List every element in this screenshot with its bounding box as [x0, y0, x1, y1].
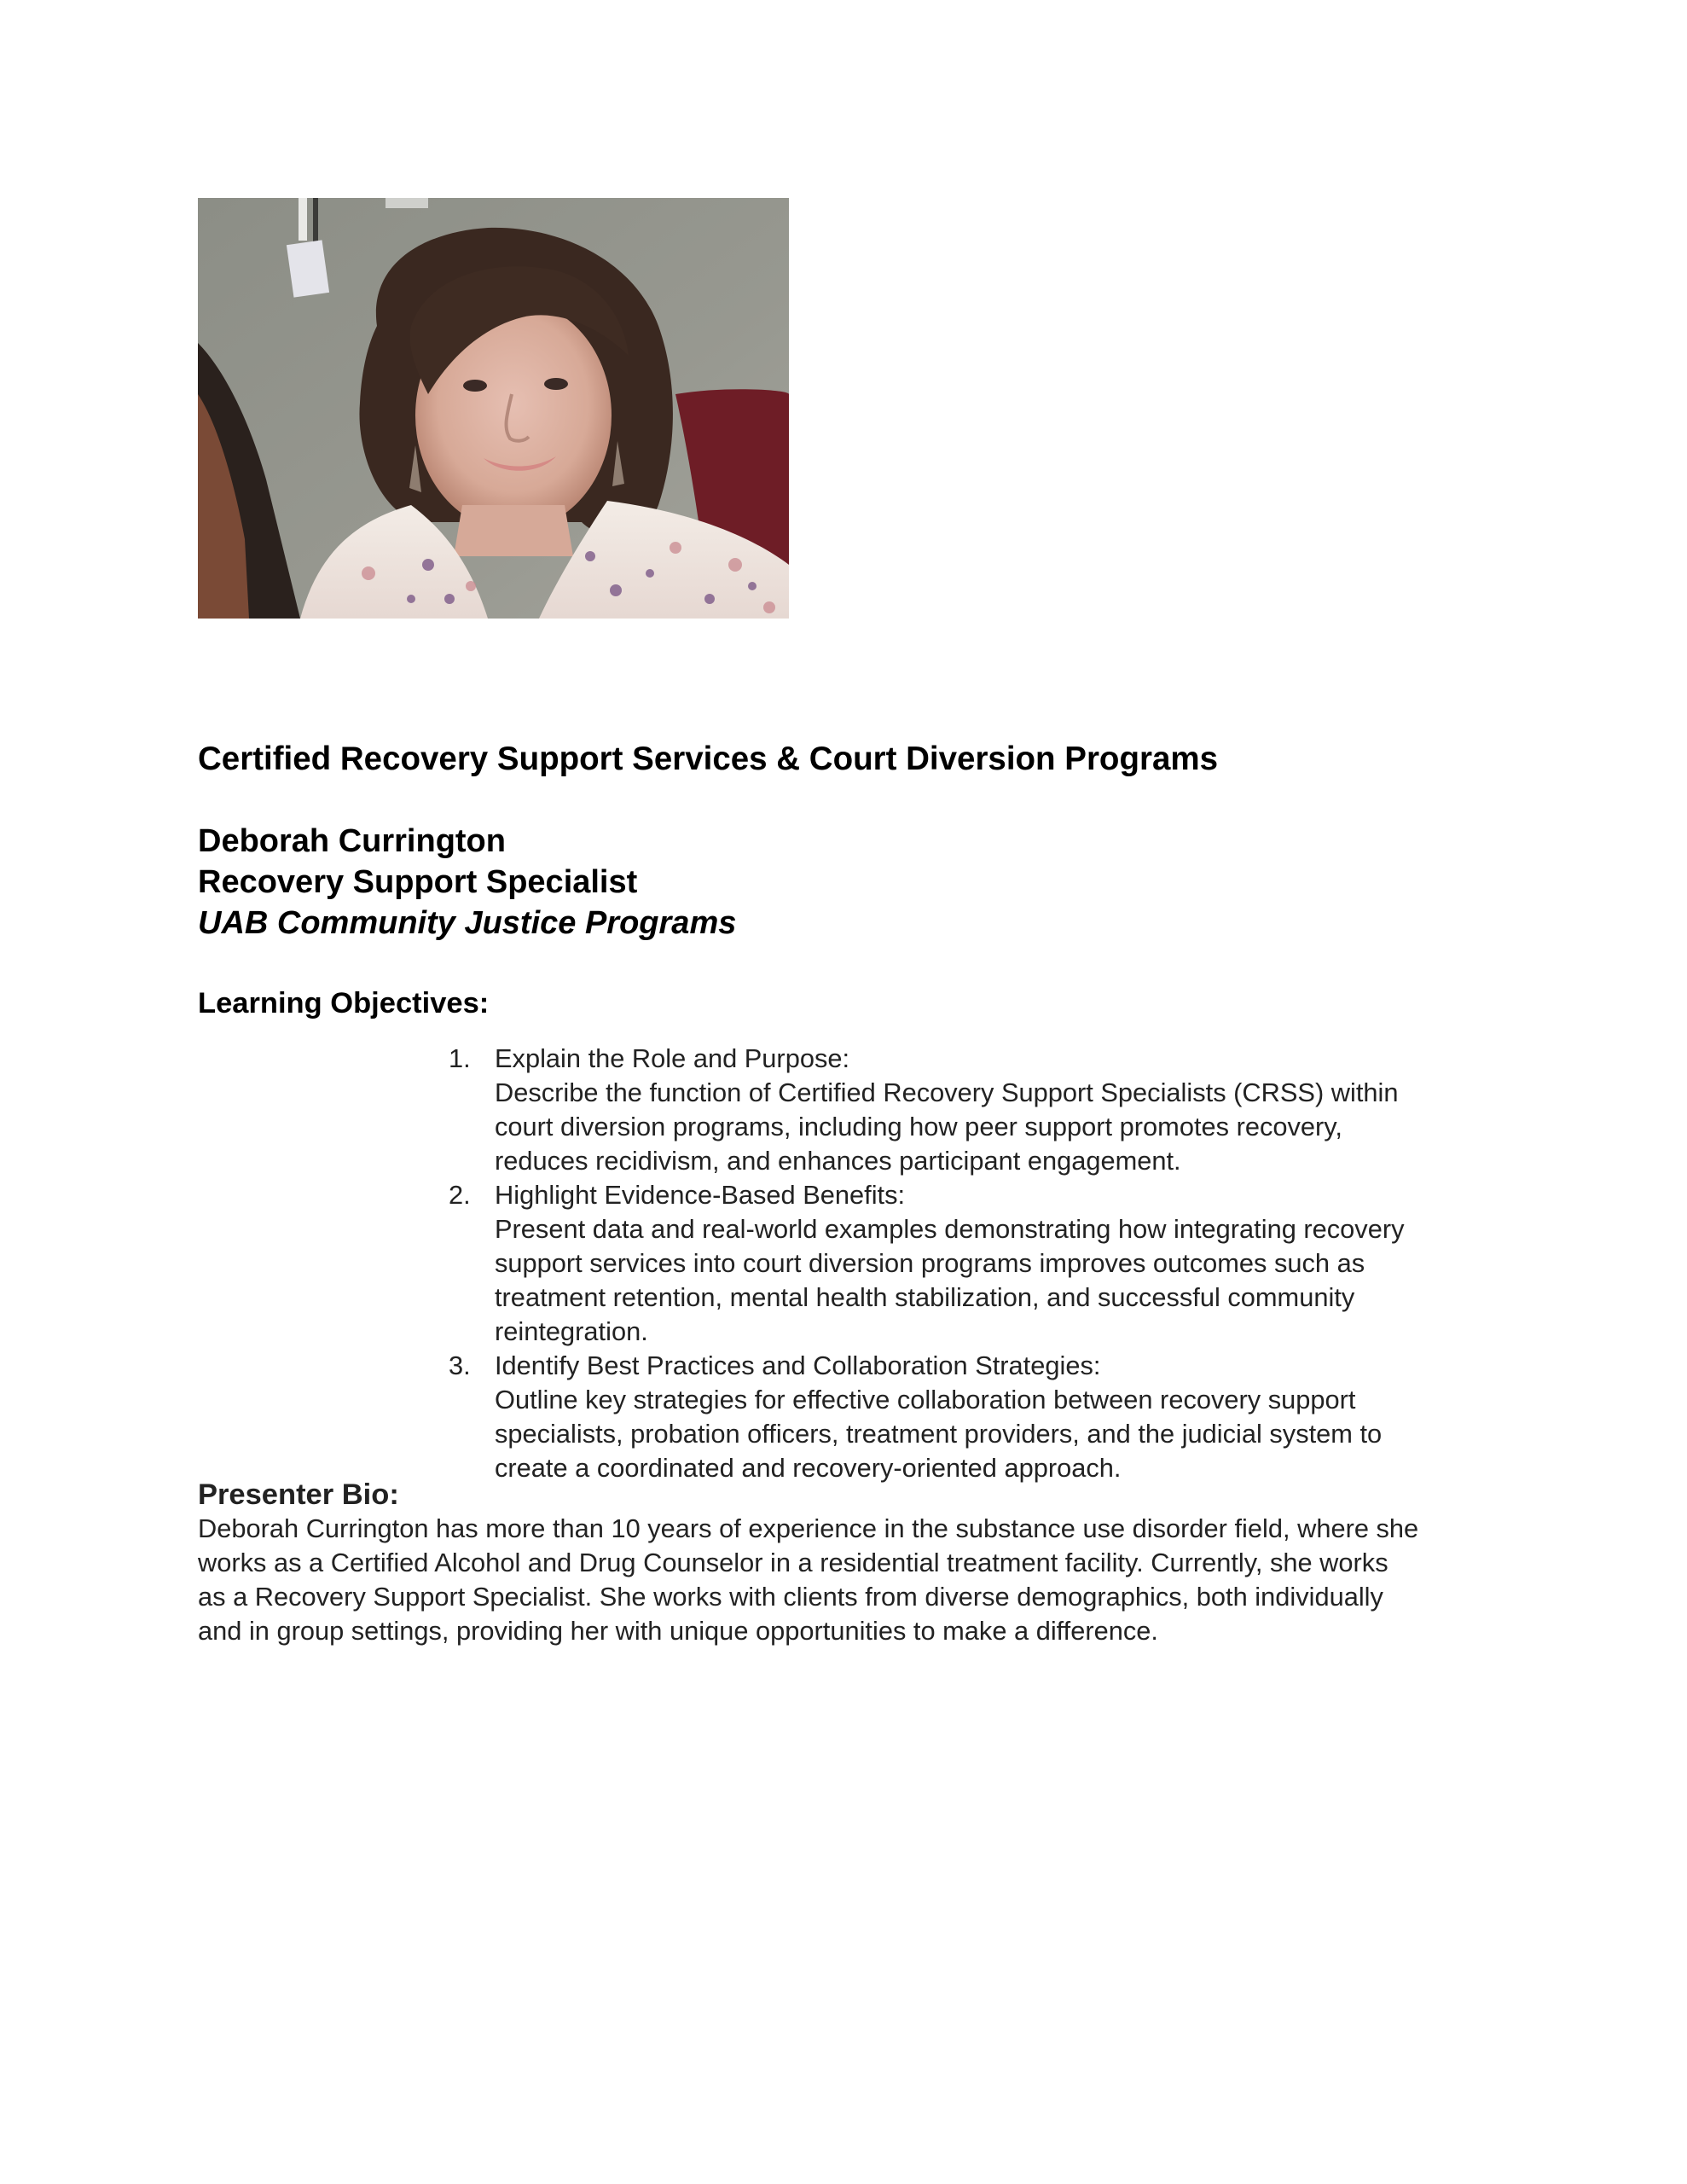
objective-description-line: Present data and real-world examples demonstrating how integrating recovery	[495, 1214, 1405, 1244]
learning-objectives-heading: Learning Objectives:	[198, 987, 490, 1019]
objective-description-line: reduces recidivism, and enhances participant engagement.	[495, 1146, 1181, 1176]
objective-description-line: Describe the function of Certified Recovery Support Specialists (CRSS) within	[495, 1077, 1399, 1107]
document-title: Certified Recovery Support Services & Court Diversion Programs	[198, 741, 1219, 777]
objective-item	[445, 1042, 1404, 1178]
objective-title: Highlight Evidence-Based Benefits:	[495, 1180, 906, 1210]
objective-item	[445, 1178, 1404, 1349]
objective-description-line: create a coordinated and recovery-oriented approach.	[495, 1453, 1122, 1483]
presenter-photo	[198, 198, 789, 619]
objective-item	[445, 1349, 1404, 1485]
bio-line: works as a Certified Alcohol and Drug Counselor in a residential treatment facility. Currently, she works	[198, 1548, 1388, 1577]
presenter-organization: UAB Community Justice Programs	[198, 905, 737, 941]
presenter-role: Recovery Support Specialist	[198, 864, 638, 900]
bio-line: Deborah Currington has more than 10 years of experience in the substance use disorder field, where she	[198, 1513, 1419, 1543]
bio-line: as a Recovery Support Specialist. She works with clients from diverse demographics, both individually	[198, 1582, 1383, 1612]
objective-number: 3.	[449, 1350, 471, 1380]
bio-line: and in group settings, providing her with unique opportunities to make a difference.	[198, 1616, 1158, 1646]
learning-objectives-list	[445, 1042, 1404, 1485]
objective-title: Explain the Role and Purpose:	[495, 1043, 850, 1073]
presenter-bio-text	[198, 1512, 1418, 1648]
presenter-bio-heading: Presenter Bio:	[198, 1478, 399, 1511]
presenter-name: Deborah Currington	[198, 823, 506, 859]
objective-number: 2.	[449, 1180, 471, 1210]
objective-description-line: Outline key strategies for effective collaboration between recovery support	[495, 1385, 1356, 1414]
objective-number: 1.	[449, 1043, 471, 1073]
objective-description-line: court diversion programs, including how peer support promotes recovery,	[495, 1112, 1342, 1141]
objective-description-line: reintegration.	[495, 1316, 648, 1346]
objective-description-line: specialists, probation officers, treatment providers, and the judicial system to	[495, 1419, 1383, 1449]
objective-description-line: treatment retention, mental health stabilization, and successful community	[495, 1282, 1355, 1312]
objective-title: Identify Best Practices and Collaboration Strategies:	[495, 1350, 1101, 1380]
objective-description-line: support services into court diversion programs improves outcomes such as	[495, 1248, 1365, 1278]
presenter-info	[198, 821, 736, 944]
